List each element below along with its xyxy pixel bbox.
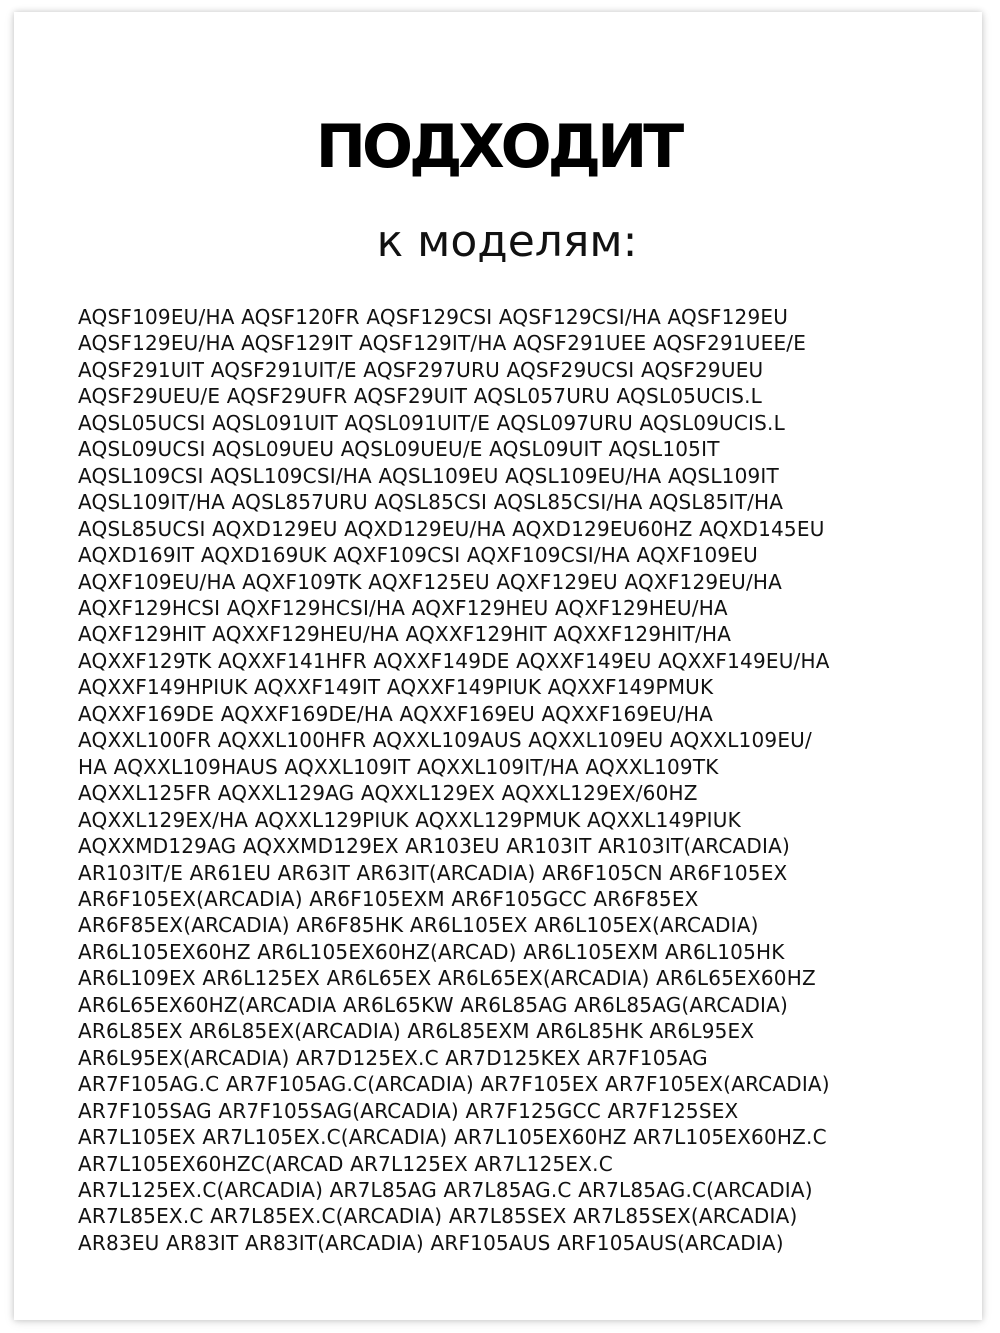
model-line: AQSL85UCSI AQXD129EU AQXD129EU/HA AQXD129EU60HZ AQXD145EU [78,516,825,541]
model-line: AR7F105AG.C AR7F105AG.C(ARCADIA) AR7F105EX AR7F105EX(ARCADIA) [78,1072,830,1097]
model-line: AR7L105EX AR7L105EX.C(ARCADIA) AR7L105EX60HZ AR7L105EX60HZ.C [78,1125,827,1150]
model-line: AQSF109EU/HA AQSF120FR AQSF129CSI AQSF129CSI/HA AQSF129EU [78,305,789,329]
model-line: AR7L105EX60HZC(ARCAD AR7L125EX AR7L125EX.C [78,1151,613,1176]
model-line: AQXD169IT AQXD169UK AQXF109CSI AQXF109CSI/HA AQXF109EU [78,543,758,568]
model-line: AQSF129EU/HA AQSF129IT AQSF129IT/HA AQSF291UEE AQSF291UEE/E [78,331,807,356]
model-line: AQSF291UIT AQSF291UIT/E AQSF297URU AQSF29UCSI AQSF29UEU [78,357,764,382]
model-line: AQXXL129EX/HA AQXXL129PIUK AQXXL129PMUK AQXXL149PIUK [78,807,741,832]
model-line: AR7L85EX.C AR7L85EX.C(ARCADIA) AR7L85SEX AR7L85SEX(ARCADIA) [78,1204,798,1229]
model-line: AR6L85EX AR6L85EX(ARCADIA) AR6L85EXM AR6L85HK AR6L95EX [78,1019,755,1044]
model-line: AR7L125EX.C(ARCADIA) AR7L85AG AR7L85AG.C AR7L85AG.C(ARCADIA) [78,1177,813,1202]
model-line: AR103IT/E AR61EU AR63IT AR63IT(ARCADIA) AR6F105CN AR6F105EX [78,860,788,885]
model-line: AQXXMD129AG AQXXMD129EX AR103EU AR103IT AR103IT(ARCADIA) [78,834,790,859]
model-line: AQXXL125FR AQXXL129AG AQXXL129EX AQXXL129EX/60HZ [78,781,698,806]
model-line: AR6L95EX(ARCADIA) AR7D125EX.C AR7D125KEX AR7F105AG [78,1045,708,1070]
model-line: AQSL05UCSI AQSL091UIT AQSL091UIT/E AQSL097URU AQSL09UCIS.L [78,410,785,435]
page-subtitle: к моделям: [376,216,638,267]
page-title: ПОДХОДИТ [315,112,681,182]
model-line: HA AQXXL109HAUS AQXXL109IT AQXXL109IT/HA AQXXL109TK [78,754,719,779]
model-line: AR6F85EX(ARCADIA) AR6F85HK AR6L105EX AR6L105EX(ARCADIA) [78,913,759,938]
model-line: AR83EU AR83IT AR83IT(ARCADIA) ARF105AUS ARF105AUS(ARCADIA) [78,1230,784,1255]
model-line: AR6L65EX60HZ(ARCADIA AR6L65KW AR6L85AG AR6L85AG(ARCADIA) [78,992,789,1017]
model-line: AR6L105EX60HZ AR6L105EX60HZ(ARCAD) AR6L105EXM AR6L105HK [78,939,785,964]
model-line: AQSL109CSI AQSL109CSI/HA AQSL109EU AQSL109EU/HA AQSL109IT [78,463,779,488]
model-line: AQXF129HIT AQXXF129HEU/HA AQXXF129HIT AQXXF129HIT/HA [78,622,732,647]
model-line: AQXF129HCSI AQXF129HCSI/HA AQXF129HEU AQXF129HEU/HA [78,595,728,620]
model-line: AQXXF169DE AQXXF169DE/HA AQXXF169EU AQXXF169EU/HA [78,701,714,726]
model-line: AR6L109EX AR6L125EX AR6L65EX AR6L65EX(ARCADIA) AR6L65EX60HZ [78,966,816,991]
model-line: AQXXF129TK AQXXF141HFR AQXXF149DE AQXXF149EU AQXXF149EU/HA [78,648,830,673]
model-line: AQXXL100FR AQXXL100HFR AQXXL109AUS AQXXL109EU AQXXL109EU/ [78,728,812,753]
model-line: AQSL09UCSI AQSL09UEU AQSL09UEU/E AQSL09UIT AQSL105IT [78,437,720,462]
model-line: AQSF29UEU/E AQSF29UFR AQSF29UIT AQSL057URU AQSL05UCIS.L [78,384,762,409]
model-line: AR6F105EX(ARCADIA) AR6F105EXM AR6F105GCC AR6F85EX [78,886,699,911]
model-line: AQXXF149HPIUK AQXXF149IT AQXXF149PIUK AQXXF149PMUK [78,675,714,700]
models-list [78,304,958,1256]
model-line: AR7F105SAG AR7F105SAG(ARCADIA) AR7F125GCC AR7F125SEX [78,1098,739,1123]
page-card [14,12,982,1320]
model-line: AQSL109IT/HA AQSL857URU AQSL85CSI AQSL85CSI/HA AQSL85IT/HA [78,490,784,515]
model-line: AQXF109EU/HA AQXF109TK AQXF125EU AQXF129EU AQXF129EU/HA [78,569,783,594]
